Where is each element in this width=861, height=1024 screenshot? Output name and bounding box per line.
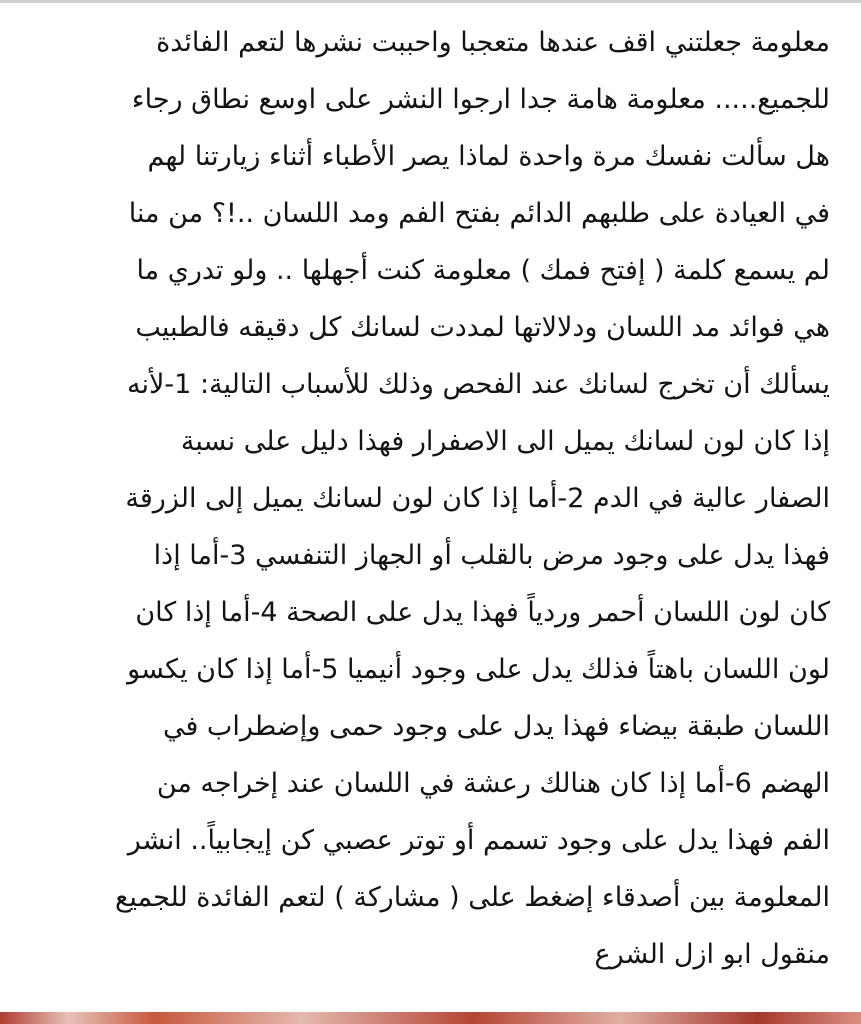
post-line-12: لون اللسان باهتاً فذلك يدل على وجود أنيميا 5-أما إذا كان يكسو xyxy=(127,654,830,685)
post-line-9: الصفار عالية في الدم 2-أما إذا كان لون لسانك يميل إلى الزرقة xyxy=(125,483,830,514)
post-line-10: فهذا يدل على وجود مرض بالقلب أو الجهاز التنفسي 3-أما إذا xyxy=(153,540,830,571)
post-line-8: إذا كان لون لسانك يميل الى الاصفرار فهذا دليل على نسبة xyxy=(180,426,830,457)
post-line-2: للجميع..... معلومة هامة جدا ارجوا النشر على اوسع نطاق رجاء xyxy=(131,84,830,115)
post-line-3: هل سألت نفسك مرة واحدة لماذا يصر الأطباء أثناء زيارتنا لهم xyxy=(147,141,830,172)
post-line-15: الفم فهذا يدل على وجود تسمم أو توتر عصبي كن إيجابياً.. انشر xyxy=(127,825,830,856)
post-body-text xyxy=(30,14,830,983)
attached-image-preview[interactable] xyxy=(0,1012,861,1024)
top-divider xyxy=(0,0,861,3)
post-line-16: المعلومة بين أصدقاء إضغط على ( مشاركة ) لتعم الفائدة للجميع xyxy=(114,882,830,913)
post-line-13: اللسان طبقة بيضاء فهذا يدل على وجود حمى وإضطراب في xyxy=(162,711,830,742)
post-line-4: في العيادة على طلبهم الدائم بفتح الفم ومد اللسان ..!؟ من منا xyxy=(128,198,830,229)
post-line-signature: منقول ابو ازل الشرع xyxy=(594,939,830,970)
post-line-6: هي فوائد مد اللسان ودلالاتها لمددت لسانك كل دقيقه فالطبيب xyxy=(135,312,830,343)
post-line-7: يسألك أن تخرج لسانك عند الفحص وذلك للأسباب التالية: 1-لأنه xyxy=(127,369,830,400)
post-line-14: الهضم 6-أما إذا كان هنالك رعشة في اللسان عند إخراجه من xyxy=(156,768,830,799)
post-line-1: معلومة جعلتني اقف عندها متعجبا واحببت نشرها لتعم الفائدة xyxy=(156,27,830,58)
post-line-11: كان لون اللسان أحمر وردياً فهذا يدل على الصحة 4-أما إذا كان xyxy=(135,597,830,628)
post-line-5: لم يسمع كلمة ( إفتح فمك ) معلومة كنت أجهلها .. ولو تدري ما xyxy=(136,255,830,286)
